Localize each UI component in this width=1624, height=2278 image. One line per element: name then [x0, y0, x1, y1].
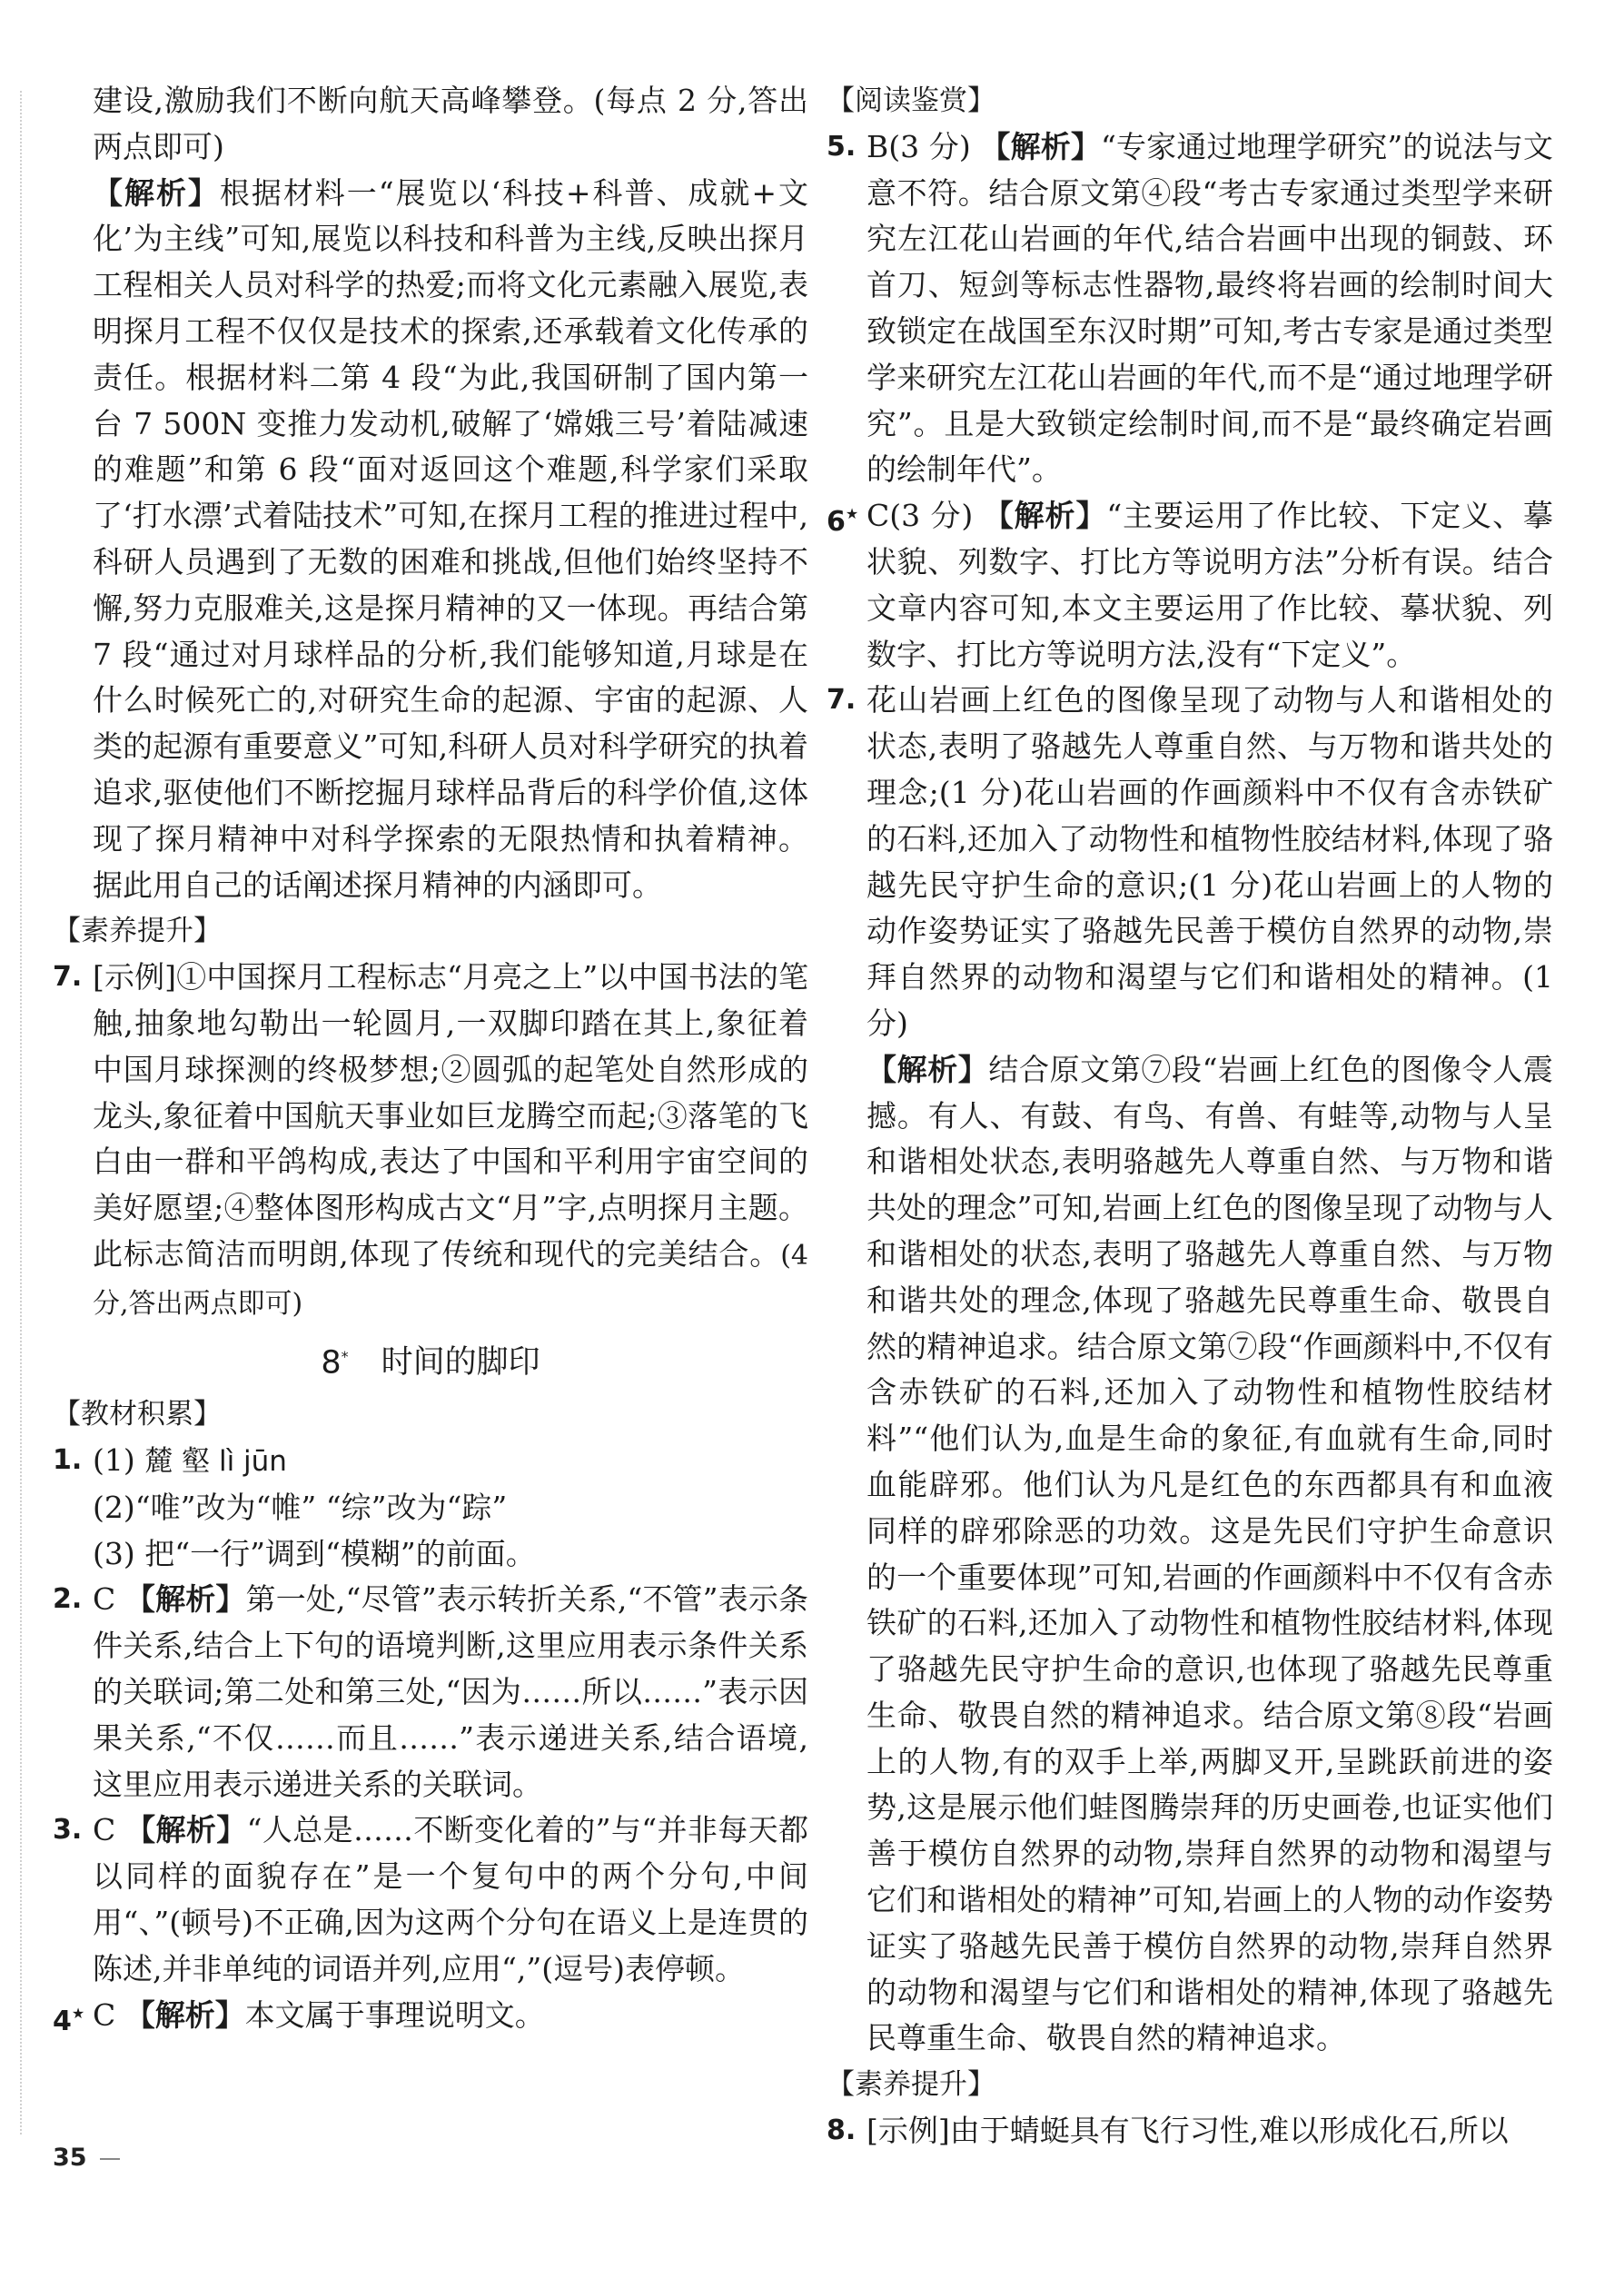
- question-3: [53, 1808, 808, 1992]
- section-heading-literacy: 【素养提升】: [827, 2068, 995, 2102]
- lesson-number: 8: [321, 1344, 342, 1382]
- analysis-text: 根据材料一“展览以‘科技+科普、成就+文化’为主线”可知,展览以科技和科普为主线,反映出探月工程相关人员对科学的热爱;而将文化元素融入展览,表明探月工程不仅仅是技术的探索,还承载着文化传承的责任。根据材料二第 4 段“为此,我国研制了国内第一台 7 500N 变推力发动机,破解了‘嫦娥三号’着陆减速的难题”和第 6 段“面对返回这个难题,科学家们采取了‘打水漂’式着陆技术”可知,在探月工程的推进过程中,科研人员遇到了无数的困难和挑战,但他们始终坚持不懈,努力克服难关,这是探月精神的又一体现。再结合第 7 段“通过对月球样品的分析,我们能够知道,月球是在什么时候死亡的,对研究生命的起源、宇宙的起源、人类的起源有重要意义”可知,科研人员对科学研究的执着追求,驱使他们不断挖掘月球样品背后的科学价值,这体现了探月精神中对科学探索的无限热情和执着精神。据此用自己的话阐述探月精神的内涵即可。: [93, 174, 808, 903]
- question-8: [827, 2108, 1553, 2154]
- section-heading-literacy: 【素养提升】: [53, 915, 222, 948]
- question-answer: [示例]①中国探月工程标志“月亮之上”以中国书法的笔触,抽象地勾勒出一轮圆月,一双脚印踏在其上,象征着中国月球探测的终极梦想;②圆弧的起笔处自然形成的龙头,象征着中国航天事业如巨龙腾空而起;③落笔的飞白由一群和平鸽构成,表达了中国和平利用宇宙空间的美好愿望;④整体图形构成古文“月”字,点明探月主题。此标志简洁而明朗,体现了传统和现代的完美结合。: [93, 959, 808, 1272]
- analysis-label: 【解析】: [124, 1581, 246, 1618]
- question-number: 7.: [53, 961, 83, 994]
- sub-label: (1): [93, 1441, 135, 1478]
- question-number: 3.: [53, 1814, 83, 1847]
- analysis-text: 结合原文第⑦段“岩画上红色的图像令人震撼。有人、有鼓、有鸟、有兽、有蛙等,动物与人呈和谐相处状态,表明骆越先人尊重自然、与万物和谐共处的理念”可知,岩画上红色的图像呈现了动物与人和谐相处的状态,表明了骆越先人尊重自然、与万物和谐共处的理念,体现了骆越先民尊重生命、敬畏自然的精神追求。结合原文第⑦段“作画颜料中,不仅有含赤铁矿的石料,还加入了动物性和植物性胶结材料”“他们认为,血是生命的象征,有血就有生命,同时血能辟邪。他们认为凡是红色的东西都具有和血液同样的辟邪除恶的功效。这是先民们守护生命意识的一个重要体现”可知,岩画的作画颜料中不仅有含赤铁矿的石料,还加入了动物性和植物性胶结材料,体现了骆越先民守护生命的意识,也体现了骆越先民尊重生命、敬畏自然的精神追求。结合原文第⑧段“岩画上的人物,有的双手上举,两脚叉开,呈跳跃前进的姿势,这是展示他们蛙图腾崇拜的历史画卷,也证实他们善于模仿自然界的动物,崇拜自然界的动物和渴望与它们和谐相处的精神”可知,岩画上的人物的动作姿势证实了骆越先民善于模仿自然界的动物,崇拜自然界的动物和渴望与它们和谐相处的精神,体现了骆越先民尊重生命、敬畏自然的精神追求。: [866, 1051, 1553, 2056]
- analysis-paragraph: [53, 171, 808, 909]
- question-2: [53, 1577, 808, 1808]
- lesson-title: [53, 1332, 808, 1389]
- margin-rule: [20, 91, 22, 2134]
- question-1-part-3: (3) 把“一行”调到“模糊”的前面。: [93, 1535, 536, 1571]
- right-column: [827, 78, 1553, 2154]
- analysis-text: “主要运用了作比较、下定义、摹状貌、列数字、打比方等说明方法”分析有误。结合文章内容可知,本文主要运用了作比较、摹状貌、列数字、打比方等说明方法,没有“下定义”。: [866, 498, 1554, 672]
- question-number: 8.: [827, 2115, 857, 2147]
- analysis-label: 【解析】: [980, 128, 1102, 164]
- page-footer: [53, 2144, 120, 2172]
- question-5: [827, 124, 1553, 493]
- score-note: (4 分,答出两点即可): [93, 1239, 808, 1320]
- question-number: 5.: [827, 130, 857, 163]
- analysis-label: 【解析】: [866, 1051, 989, 1087]
- analysis-paragraph: [827, 1047, 1553, 2063]
- question-number: [827, 493, 858, 546]
- question-number-digit: 4: [53, 2005, 72, 2037]
- analysis-label: 【解析】: [125, 1812, 247, 1848]
- analysis-text: “人总是……不断变化着的”与“并非每天都以同样的面貌存在”是一个复句中的两个分句,中间用“、”(顿号)不正确,因为这两个分句在语义上是连贯的陈述,并非单纯的词语并列,应用“,”(逗号)表停顿。: [93, 1812, 808, 1986]
- section-heading-textbook: 【教材积累】: [53, 1398, 222, 1431]
- question-1-part-2: (2)“唯”改为“帷” “综”改为“踪”: [93, 1489, 508, 1525]
- sub-answer: 麓 壑 lì jūn: [144, 1444, 287, 1478]
- star-icon: ★: [71, 2004, 85, 2022]
- analysis-label: 【解析】: [93, 174, 220, 211]
- analysis-label: 【解析】: [124, 1996, 245, 2033]
- analysis-text: 本文属于事理说明文。: [244, 1996, 545, 2033]
- star-icon: ★: [845, 505, 859, 523]
- answer-text: 建设,激励我们不断向航天高峰攀登。(每点 2 分,答出两点即可): [93, 83, 808, 164]
- question-number: 1.: [53, 1443, 83, 1476]
- page-number: 35: [53, 2144, 87, 2172]
- analysis-text: 第一处,“尽管”表示转折关系,“不管”表示条件关系,结合上下句的语境判断,这里应用表示条件关系的关联词;第二处和第三处,“因为……所以……”表示因果关系,“不仅……而且……”表示递进关系,结合语境,这里应用表示递进关系的关联词。: [93, 1581, 809, 1802]
- question-number-digit: 6: [827, 506, 846, 539]
- question-1: [53, 1438, 808, 1485]
- footer-dash: [100, 2158, 120, 2160]
- question-6: [827, 493, 1553, 678]
- question-7: [53, 955, 808, 1327]
- question-answer: 花山岩画上红色的图像呈现了动物与人和谐相处的状态,表明了骆越先人尊重自然、与万物和谐共处的理念;(1 分)花山岩画的作画颜料中不仅有含赤铁矿的石料,还加入了动物性和植物性胶结材料,体现了骆越先民守护生命的意识;(1 分)花山岩画上的人物的动作姿势证实了骆越先民善于模仿自然界的动物,崇拜自然界的动物和渴望与它们和谐相处的精神。(1 分): [866, 682, 1553, 1041]
- analysis-label: 【解析】: [983, 498, 1107, 534]
- choice-answer: C: [93, 1996, 125, 2033]
- analysis-text: “专家通过地理学研究”的说法与文意不符。结合原文第④段“考古专家通过类型学来研究左江花山岩画的年代,结合岩画中出现的铜鼓、环首刀、短剑等标志性器物,最终将岩画的绘制时间大致锁定在战国至东汉时期”可知,考古专家是通过类型学来研究左江花山岩画的年代,而不是“通过地理学研究”。且是大致锁定绘制时间,而不是“最终确定岩画的绘制年代”。: [866, 128, 1553, 488]
- left-column: [53, 78, 808, 2038]
- choice-answer: C: [93, 1581, 125, 1618]
- choice-answer: C: [93, 1812, 126, 1848]
- choice-answer: B(3 分): [866, 128, 981, 164]
- choice-answer: C(3 分): [866, 498, 984, 534]
- section-heading-reading: 【阅读鉴赏】: [827, 84, 995, 117]
- lesson-star: *: [341, 1347, 349, 1365]
- lesson-name: 时间的脚印: [381, 1344, 540, 1382]
- question-number: 7.: [827, 684, 857, 717]
- question-4: [53, 1993, 808, 2039]
- question-7-reading: [827, 678, 1553, 1046]
- question-answer: [示例]由于蜻蜓具有飞行习性,难以形成化石,所以: [866, 2113, 1509, 2149]
- question-number: [53, 1993, 84, 2045]
- answer-continuation: [53, 78, 808, 171]
- question-number: 2.: [53, 1583, 83, 1616]
